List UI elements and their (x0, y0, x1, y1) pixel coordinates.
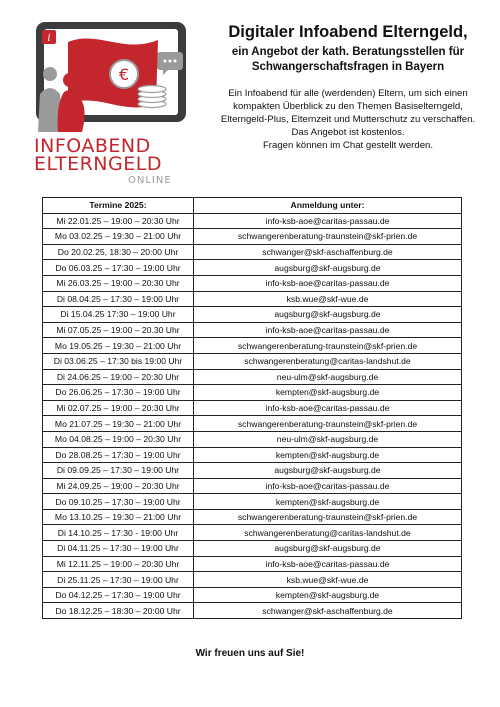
date-cell: Mo 03.02.25 – 19:30 – 21:00 Uhr (43, 229, 194, 245)
closing-message: Wir freuen uns auf Sie! (195, 648, 305, 659)
date-cell: Di 04.11.25 – 17:30 – 19:00 Uhr (43, 541, 194, 557)
email-cell: neu-ulm@skf-augsburg.de (194, 431, 462, 447)
date-cell: Do 04.12.25 – 17:30 – 19:00 Uhr (43, 587, 194, 603)
date-cell: Di 15.04.25 17:30 – 19:00 Uhr (43, 307, 194, 323)
date-cell: Mi 24.09.25 – 19:00 – 20:30 Uhr (43, 478, 194, 494)
date-cell: Di 14.10.25 – 17:30 - 19:00 Uhr (43, 525, 194, 541)
intro-line: Das Angebot ist kostenlos. (291, 127, 405, 138)
date-cell: Do 06.03.25 – 17:30 – 19:00 Uhr (43, 260, 194, 276)
infoabend-elterngeld-logo (28, 12, 208, 188)
email-cell: info-ksb-aoe@caritas-passau.de (194, 213, 462, 229)
date-cell: Do 18.12.25 – 18:30 – 20:00 Uhr (43, 603, 194, 619)
table-row (43, 353, 462, 369)
table-row (43, 244, 462, 260)
email-cell: info-ksb-aoe@caritas-passau.de (194, 556, 462, 572)
svg-text:€: € (118, 65, 130, 84)
email-cell: augsburg@skf-augsburg.de (194, 541, 462, 557)
table-row (43, 416, 462, 432)
email-cell: schwangerenberatung@caritas-landshut.de (194, 353, 462, 369)
date-cell: Mo 13.10.25 – 19:30 – 21:00 Uhr (43, 509, 194, 525)
email-cell: kempten@skf-augsburg.de (194, 385, 462, 401)
logo-line-infoabend: INFOABEND (34, 135, 151, 157)
date-cell: Mo 21.07.25 – 19:30 – 21:00 Uhr (43, 416, 194, 432)
email-cell: schwangerenberatung-traunstein@skf-prien.de (194, 509, 462, 525)
email-cell: info-ksb-aoe@caritas-passau.de (194, 275, 462, 291)
email-cell: kempten@skf-augsburg.de (194, 447, 462, 463)
date-cell: Mo 04.08.25 – 19:00 – 20:30 Uhr (43, 431, 194, 447)
date-cell: Do 20.02.25, 18:30 – 20:00 Uhr (43, 244, 194, 260)
email-cell: schwanger@skf-aschaffenburg.de (194, 244, 462, 260)
email-cell: schwanger@skf-aschaffenburg.de (194, 603, 462, 619)
dates-table (42, 197, 462, 619)
table-row (43, 400, 462, 416)
table-row (43, 369, 462, 385)
intro-line: kompakten Überblick zu den Themen Basiselterngeld, (233, 101, 463, 112)
email-cell: schwangerenberatung-traunstein@skf-prien.de (194, 338, 462, 354)
table-row (43, 494, 462, 510)
subtitle (203, 45, 493, 75)
intro-line: Fragen können im Chat gestellt werden. (262, 140, 434, 151)
table-row (43, 478, 462, 494)
table-row (43, 307, 462, 323)
table-row (43, 385, 462, 401)
column-header-registration: Anmeldung unter: (194, 198, 462, 214)
coin-stack-icon (138, 86, 166, 108)
date-cell: Mi 22.01.25 – 19:00 – 20:30 Uhr (43, 213, 194, 229)
date-cell: Di 25.11.25 – 17:30 – 19:00 Uhr (43, 572, 194, 588)
date-cell: Mi 26.03.25 – 19:00 – 20:30 Uhr (43, 275, 194, 291)
email-cell: info-ksb-aoe@caritas-passau.de (194, 322, 462, 338)
email-cell: schwangerenberatung-traunstein@skf-prien.de (194, 416, 462, 432)
date-cell: Di 09.09.25 – 17:30 – 19:00 Uhr (43, 463, 194, 479)
date-cell: Do 26.06.25 – 17:30 – 19:00 Uhr (43, 385, 194, 401)
header (203, 22, 493, 152)
table-row (43, 431, 462, 447)
page-title: Digitaler Infoabend Elterngeld, (228, 23, 468, 41)
email-cell: augsburg@skf-augsburg.de (194, 463, 462, 479)
email-cell: schwangerenberatung-traunstein@skf-prien.de (194, 229, 462, 245)
table-row (43, 525, 462, 541)
intro-line: Ein Infoabend für alle (werdenden) Eltern, um sich einen (228, 88, 468, 99)
intro-text (203, 87, 493, 152)
intro-line: Elterngeld-Plus, Elternzeit und Mutterschutz zu verschaffen. (220, 114, 476, 125)
column-header-dates: Termine 2025: (43, 198, 194, 214)
email-cell: augsburg@skf-augsburg.de (194, 307, 462, 323)
table-row (43, 213, 462, 229)
date-cell: Do 09.10.25 – 17:30 – 19:00 Uhr (43, 494, 194, 510)
table-row (43, 556, 462, 572)
email-cell: ksb.wue@skf-wue.de (194, 572, 462, 588)
email-cell: info-ksb-aoe@caritas-passau.de (194, 478, 462, 494)
email-cell: augsburg@skf-augsburg.de (194, 260, 462, 276)
subtitle-line: Schwangerschaftsfragen in Bayern (251, 61, 445, 73)
svg-text:i: i (47, 33, 51, 44)
date-cell: Mi 07.05.25 – 19:00 – 20.30 Uhr (43, 322, 194, 338)
table-row (43, 509, 462, 525)
table-row (43, 338, 462, 354)
subtitle-line: ein Angebot der kath. Beratungsstellen für (231, 46, 465, 58)
date-cell: Mi 12.11.25 – 19:00 – 20:30 Uhr (43, 556, 194, 572)
date-cell: Di 08.04.25 – 17:30 – 19:00 Uhr (43, 291, 194, 307)
table-row (43, 463, 462, 479)
table-row (43, 603, 462, 619)
email-cell: neu-ulm@skf-augsburg.de (194, 369, 462, 385)
email-cell: schwangerenberatung@caritas-landshut.de (194, 525, 462, 541)
date-cell: Mi 02.07.25 – 19:00 – 20:30 Uhr (43, 400, 194, 416)
email-cell: kempten@skf-augsburg.de (194, 587, 462, 603)
table-row (43, 447, 462, 463)
date-cell: Di 03.06.25 – 17:30 bis 19:00 Uhr (43, 353, 194, 369)
table-row (43, 322, 462, 338)
email-cell: kempten@skf-augsburg.de (194, 494, 462, 510)
table-row (43, 291, 462, 307)
email-cell: ksb.wue@skf-wue.de (194, 291, 462, 307)
table-header-row (43, 198, 462, 214)
logo-line-elterngeld: ELTERNGELD (34, 153, 162, 175)
table-row (43, 260, 462, 276)
table-row (43, 229, 462, 245)
date-cell: Do 28.08.25 – 17:30 – 19:00 Uhr (43, 447, 194, 463)
table-row (43, 587, 462, 603)
email-cell: info-ksb-aoe@caritas-passau.de (194, 400, 462, 416)
table-row (43, 541, 462, 557)
table-row (43, 572, 462, 588)
date-cell: Di 24.06.25 – 19:00 – 20:30 Uhr (43, 369, 194, 385)
table-row (43, 275, 462, 291)
table-body (43, 213, 462, 618)
logo-line-online: ONLINE (128, 175, 172, 186)
date-cell: Mo 19.05.25 – 19:30 – 21:00 Uhr (43, 338, 194, 354)
